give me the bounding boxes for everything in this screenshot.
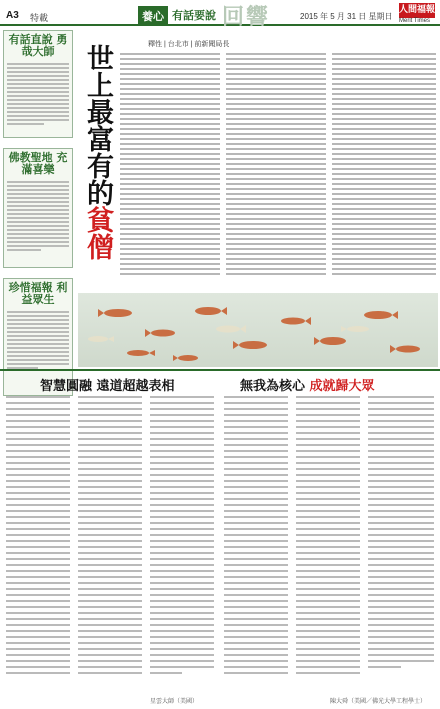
issue-date: 2015 年 5 月 31 日 星期日 [300,12,393,21]
bottom-column-4 [224,392,288,702]
paper-logo: 人間福報 [399,3,435,18]
paper-subtitle: Merit Times [399,18,431,24]
sidebar-box-2-title: 佛教聖地 充滿喜樂 [8,151,68,176]
column-subtitle: 有話要說 [172,9,216,22]
body-column-3 [332,50,436,290]
bottom-column-3 [150,392,214,702]
bottom-right-title-highlight: 成就歸大眾 [309,379,375,394]
body-column-2 [226,50,326,290]
column-tag: 養心 [138,6,168,26]
bottom-right-title-prefix: 無我為核心 [240,379,310,394]
bottom-column-5 [296,392,360,702]
headline-text: 世上最富有的 [82,44,113,206]
sidebar-box-2 [3,148,73,268]
main-headline [80,44,112,260]
sidebar-box-1-text [4,59,72,129]
page-number: A3 [6,10,19,21]
sidebar-box-3-text [4,307,72,373]
sidebar-box-2-text [4,177,72,255]
koi-fish-icon [78,293,438,367]
column-title: 回響 [222,4,271,30]
section-divider [0,369,440,371]
bottom-column-6 [368,392,434,702]
sidebar [0,30,74,400]
author-byline: 釋性 | 台北市 | 前新聞局長 [148,41,230,48]
sidebar-box-1 [3,30,73,138]
koi-fish-illustration [78,293,438,367]
headline-highlight: 貧僧 [82,206,113,260]
body-column-1 [120,50,220,290]
section-name: 特載 [30,13,49,23]
bottom-column-1 [6,392,70,702]
sidebar-box-1-title: 有話直說 勇哉大師 [8,33,68,58]
masthead [0,0,440,30]
bottom-right-credit: 陳大舜（美國／佛光大學工程學士） [330,699,427,705]
bottom-left-credit: 星雲大師（美國） [150,699,199,705]
bottom-column-2 [78,392,142,702]
sidebar-box-3-title: 珍惜福報 利益眾生 [8,281,68,306]
bottom-left-title: 智慧圓融 遠道超越表相 [40,379,175,394]
